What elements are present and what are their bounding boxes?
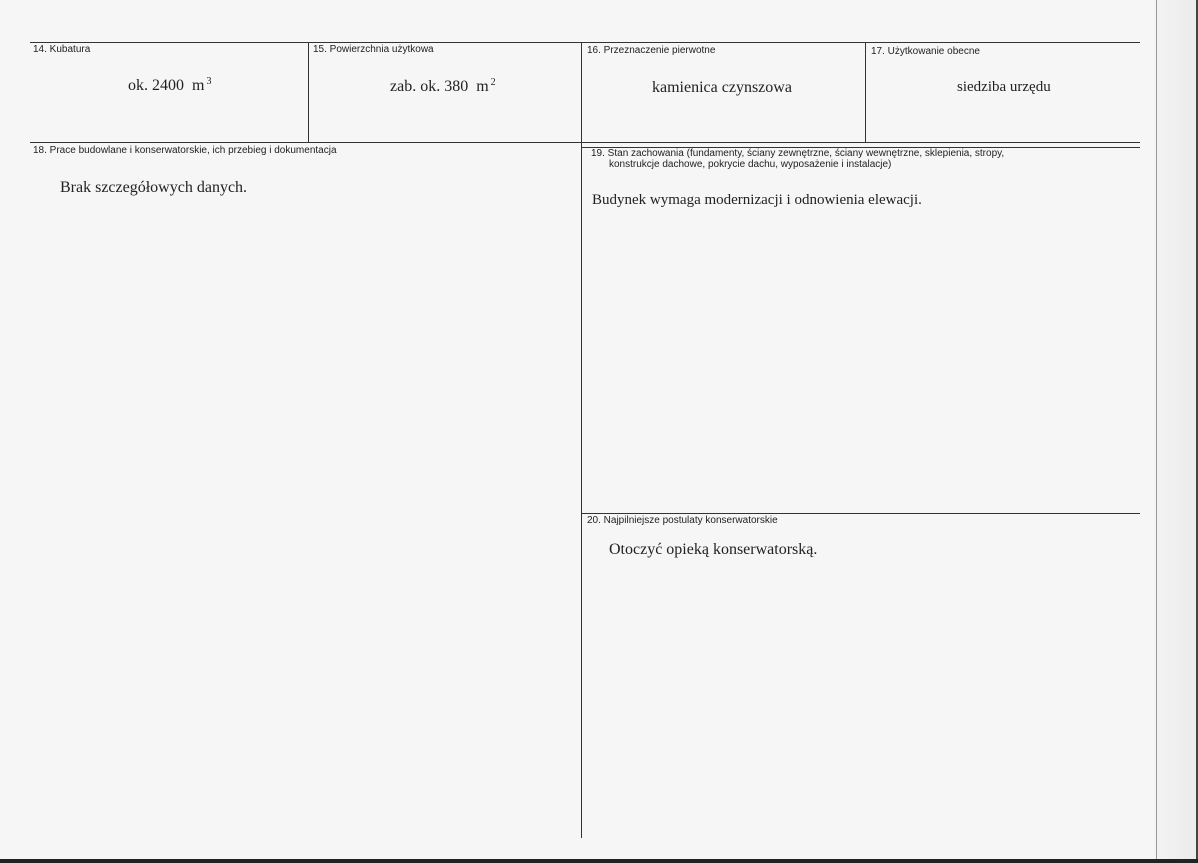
field-20-label: 20. Najpilniejsze postulaty konserwatorskie (587, 515, 778, 526)
field-17-label: 17. Użytkowanie obecne (871, 46, 980, 57)
col-divider-1 (308, 42, 309, 142)
field-19-value: Budynek wymaga modernizacji i odnowienia elewacji. (592, 192, 922, 208)
field-19-label-line2: konstrukcje dachowe, pokrycie dachu, wyposażenie i instalacje) (609, 159, 892, 170)
field-14-label: 14. Kubatura (33, 44, 91, 55)
field-14-unit: m (192, 77, 205, 94)
field-14-unit-exponent: 3 (206, 76, 212, 87)
field20-top-border (582, 513, 1140, 514)
col-divider-3 (865, 42, 866, 142)
field-18-value: Brak szczegółowych danych. (60, 179, 248, 196)
page-right-margin (1155, 0, 1198, 863)
field-19-label-line1: 19. Stan zachowania (fundamenty, ściany zewnętrzne, ściany wewnętrzne, sklepienia, stropy, (591, 148, 1005, 159)
page-bottom-edge (0, 859, 1198, 863)
field-16-label: 16. Przeznaczenie pierwotne (587, 45, 716, 56)
field-15-value (390, 77, 496, 96)
field-15-unit-exponent: 2 (490, 77, 496, 88)
col-divider-center (581, 42, 582, 838)
field-15-number: zab. ok. 380 (390, 78, 469, 95)
row1-bottom-border (30, 142, 1140, 143)
page-fold-line (1156, 0, 1157, 863)
field-15-unit: m (476, 78, 489, 95)
row1-top-border (30, 42, 1140, 43)
field-14-number: ok. 2400 (128, 77, 184, 94)
field-18-label: 18. Prace budowlane i konserwatorskie, ich przebieg i dokumentacja (33, 145, 337, 156)
field-16-value: kamienica czynszowa (652, 79, 792, 96)
field-15-label: 15. Powierzchnia użytkowa (313, 44, 434, 55)
field-14-value (128, 76, 211, 95)
field-17-value: siedziba urzędu (957, 79, 1051, 95)
field-20-value: Otoczyć opieką konserwatorską. (609, 541, 818, 558)
